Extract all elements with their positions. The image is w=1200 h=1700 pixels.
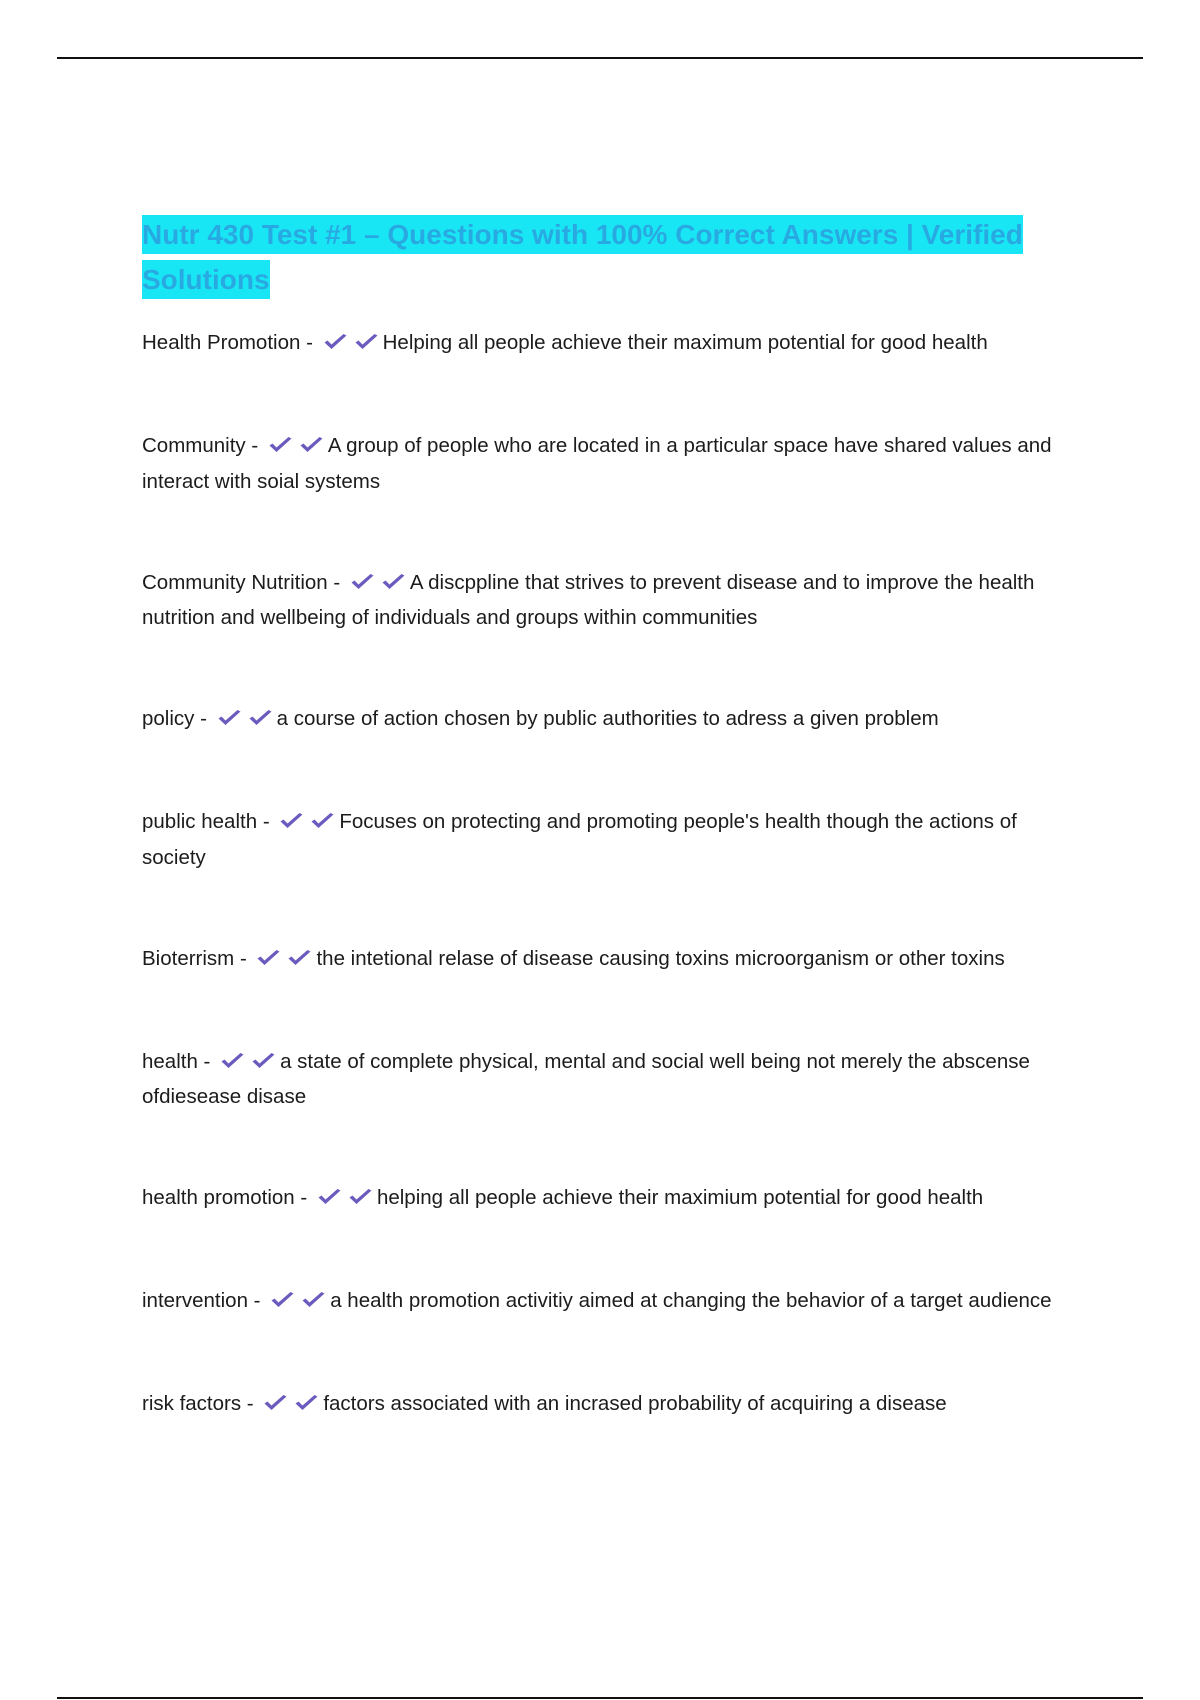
check-icon (287, 949, 312, 967)
check-icon (220, 1052, 245, 1070)
entry-definition: a state of complete physical, mental and social well being not merely the abscense ofdiesease disase (142, 1049, 1030, 1108)
check-icon (279, 812, 304, 830)
checkmarks (350, 568, 408, 602)
check-icon (268, 436, 293, 454)
entry-term: Bioterrism (142, 946, 235, 970)
definition-list (142, 326, 1062, 1423)
checkmarks (268, 431, 326, 465)
entry-term: health promotion (142, 1186, 295, 1209)
check-icon (350, 573, 375, 591)
document-body (142, 212, 1062, 1490)
entry-definition: factors associated with an incrased probability of acquiring a disease (323, 1392, 947, 1415)
entry-term: health (142, 1049, 198, 1073)
checkmarks (263, 1389, 321, 1423)
entry-definition: helping all people achieve their maximium potential for good health (376, 1186, 984, 1209)
list-item: health promotion - helping all people achieve their maximium potential for good health (142, 1181, 1062, 1217)
checkmarks (323, 328, 381, 362)
check-icon (310, 812, 335, 830)
check-icon (354, 333, 379, 351)
list-item: Bioterrism - the intetional relase of disease causing toxins microorganism or other toxins (142, 942, 1062, 978)
checkmarks (317, 1183, 375, 1217)
check-icon (317, 1188, 342, 1206)
entry-definition: a health promotion activitiy aimed at changing the behavior of a target audience (330, 1289, 1052, 1312)
check-icon (263, 1394, 288, 1412)
entry-definition: Helping all people achieve their maximum potential for good health (382, 331, 988, 354)
list-item: intervention - a health promotion activitiy aimed at changing the behavior of a target audience (142, 1284, 1062, 1320)
check-icon (301, 1291, 326, 1309)
list-item: policy - a course of action chosen by public authorities to adress a given problem (142, 702, 1062, 738)
check-icon (217, 709, 242, 727)
check-icon (256, 949, 281, 967)
checkmarks (217, 704, 275, 738)
list-item: health - a state of complete physical, mental and social well being not merely the abscense ofdiesease disase (142, 1045, 1062, 1114)
checkmarks (270, 1286, 328, 1320)
list-item: public health - Focuses on protecting and promoting people's health though the actions of society (142, 805, 1062, 874)
entry-definition: Focuses on protecting and promoting people's health though the actions of society (142, 810, 1017, 869)
check-icon (294, 1394, 319, 1412)
entry-term: risk factors (142, 1392, 242, 1415)
entry-definition: a course of action chosen by public authorities to adress a given problem (276, 707, 939, 730)
check-icon (323, 333, 348, 351)
entry-term: intervention (142, 1289, 248, 1312)
check-icon (248, 709, 273, 727)
entry-term: Community Nutrition (142, 570, 328, 594)
list-item: Health Promotion - Helping all people achieve their maximum potential for good health (142, 326, 1062, 362)
entry-definition: A discppline that strives to prevent disease and to improve the health nutrition and wellbeing of individuals and groups within communities (142, 570, 1035, 629)
list-item: Community Nutrition - A discppline that strives to prevent disease and to improve the health nutrition and wellbeing of individuals and groups within communities (142, 566, 1062, 635)
check-icon (299, 436, 324, 454)
document-title: Nutr 430 Test #1 – Questions with 100% Correct Answers | Verified Solutions (142, 212, 1062, 302)
check-icon (270, 1291, 295, 1309)
check-icon (251, 1052, 276, 1070)
checkmarks (220, 1047, 278, 1081)
checkmarks (256, 944, 314, 978)
top-divider (57, 57, 1143, 59)
checkmarks (279, 807, 337, 841)
entry-term: Community (142, 434, 246, 457)
list-item: Community - A group of people who are located in a particular space have shared values and interact with soial systems (142, 429, 1062, 498)
entry-definition: A group of people who are located in a particular space have shared values and interact with soial systems (142, 434, 1052, 493)
list-item: risk factors - factors associated with an incrased probability of acquiring a disease (142, 1387, 1062, 1423)
check-icon (381, 573, 406, 591)
bottom-divider (57, 1697, 1143, 1699)
entry-term: Health Promotion (142, 331, 301, 354)
entry-definition: the intetional relase of disease causing toxins microorganism or other toxins (316, 946, 1005, 970)
entry-term: public health (142, 810, 258, 833)
check-icon (348, 1188, 373, 1206)
entry-term: policy (142, 707, 195, 730)
